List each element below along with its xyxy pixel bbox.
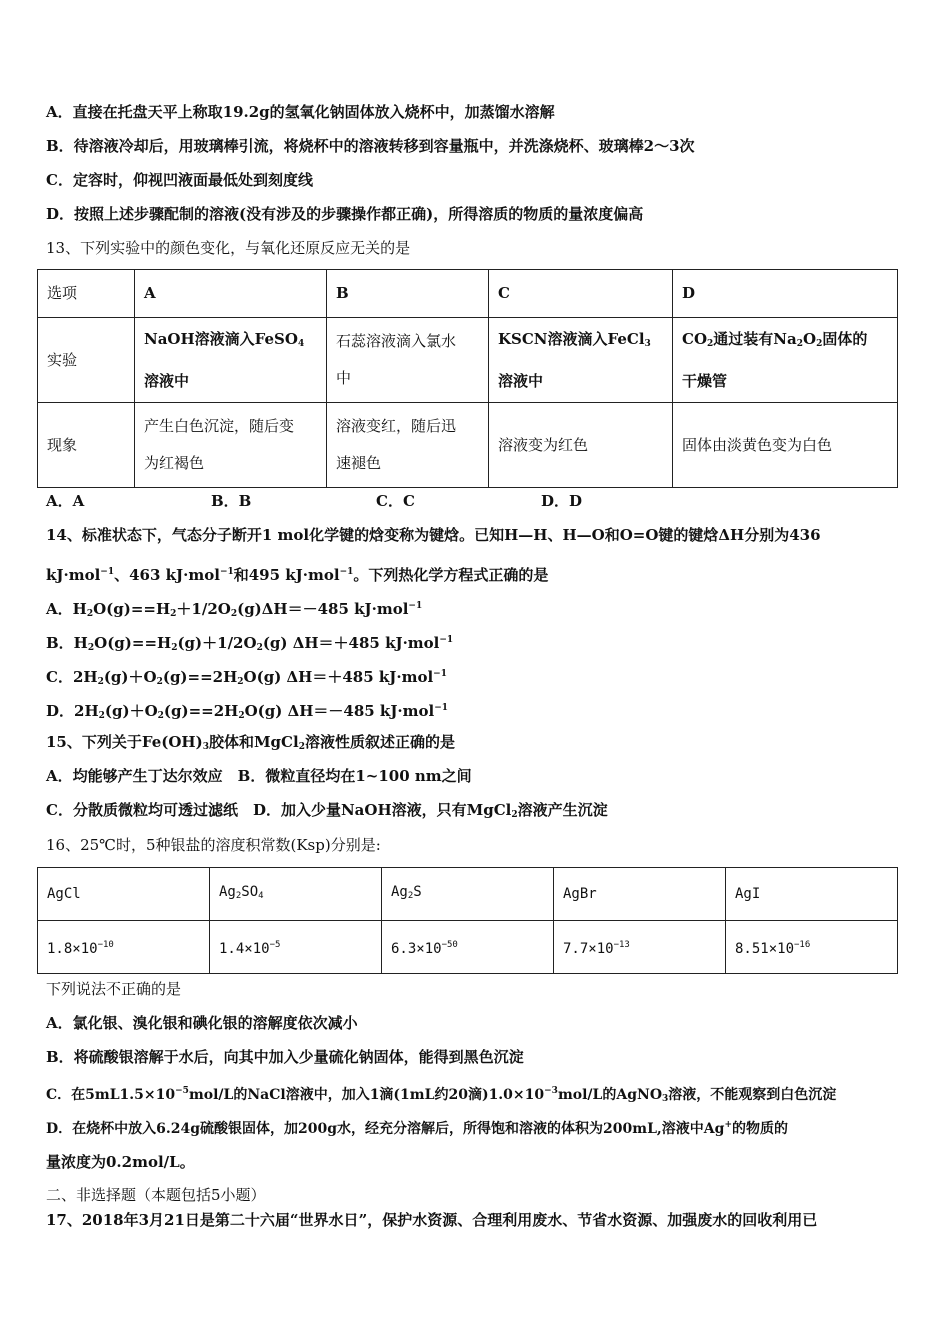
q16-salt-cell: $Ag_2SO_4$ bbox=[210, 868, 382, 921]
q13-cell: $CO_2$通过装有$Na_2O_2$固体的 干燥管 bbox=[673, 318, 898, 403]
q12-option-a: A．直接在托盘天平上称取19.2g的氢氧化钠固体放入烧杯中，加蒸馏水溶解 bbox=[46, 103, 555, 121]
q12-option-b: B．待溶液冷却后，用玻璃棒引流，将烧杯中的溶液转移到容量瓶中，并洗涤烧杯、玻璃棒2～3次 bbox=[46, 137, 695, 155]
q15-options-line2: C．分散质微粒均可透过滤纸 D．加入少量NaOH溶液，只有MgCl$_2$溶液产生沉淀 bbox=[46, 801, 608, 820]
q16-salt-cell: AgBr bbox=[554, 868, 726, 921]
q13-cell: NaOH溶液滴入FeSO$_4$ 溶液中 bbox=[135, 318, 327, 403]
q16-option-d-line1: D．在烧杯中放入6.24g硫酸银固体，加200g水，经充分溶解后，所得饱和溶液的体积为200mL,溶液中Ag+的物质的 bbox=[46, 1120, 788, 1137]
q16-ksp-cell: $7.7\times 10^{-13}$ bbox=[554, 921, 726, 974]
q16-ksp-cell: $6.3\times 10^{-50}$ bbox=[382, 921, 554, 974]
q13-cell: KSCN溶液滴入FeCl$_3$ 溶液中 bbox=[489, 318, 673, 403]
q12-option-d: D．按照上述步骤配制的溶液(没有涉及的步骤操作都正确)，所得溶质的物质的量浓度偏高 bbox=[46, 205, 644, 223]
q13-phenomenon-row bbox=[38, 403, 898, 488]
q16-option-c: C．在$5mL1.5\times 10^{-5}mol/L$的NaCl溶液中，加入1滴(1mL约20滴)$1.0\times 10^{-3}mol/L$的AgNO$_3$溶液，不能观察到白色沉淀 bbox=[46, 1086, 837, 1104]
q13-cell: 溶液变红，随后迅 速褪色 bbox=[327, 403, 489, 488]
q14-option-d: D．$2H_2(g)+O_2(g)==2H_2O(g)$ ΔH＝－485 kJ·mol$^{-1}$ bbox=[46, 702, 449, 721]
q13-cell: 溶液变为红色 bbox=[489, 403, 673, 488]
q13-table bbox=[37, 269, 898, 488]
q16-salt-cell: $Ag_2S$ bbox=[382, 868, 554, 921]
q13-cell: 产生白色沉淀，随后变 为红褐色 bbox=[135, 403, 327, 488]
q13-header-row bbox=[38, 270, 898, 318]
q16-stem: 16、25℃时，5种银盐的溶度积常数(Ksp)分别是: bbox=[46, 836, 381, 854]
q13-choice-d: D．D bbox=[541, 492, 583, 510]
q13-cell: 固体由淡黄色变为白色 bbox=[673, 403, 898, 488]
q16-salt-row bbox=[38, 868, 898, 921]
q16-ksp-table bbox=[37, 867, 898, 974]
q13-choice-a: A．A bbox=[46, 492, 85, 510]
q12-option-c: C．定容时，仰视凹液面最低处到刻度线 bbox=[46, 171, 313, 189]
q13-header-cell: B bbox=[327, 270, 489, 318]
q16-option-a: A．氯化银、溴化银和碘化银的溶解度依次减小 bbox=[46, 1014, 358, 1032]
section-heading: 二、非选择题（本题包括5小题） bbox=[46, 1186, 266, 1204]
q16-salt-cell: AgCl bbox=[38, 868, 210, 921]
q13-experiment-row bbox=[38, 318, 898, 403]
q16-ksp-cell: $1.8\times 10^{-10}$ bbox=[38, 921, 210, 974]
q15-options-line1: A．均能够产生丁达尔效应 B．微粒直径均在1~100 nm之间 bbox=[46, 767, 472, 785]
q16-option-d-line2: 量浓度为0.2mol/L。 bbox=[46, 1153, 195, 1171]
q16-ksp-cell: $8.51\times 10^{-16}$ bbox=[726, 921, 898, 974]
q13-header-cell: 选项 bbox=[38, 270, 135, 318]
q13-header-cell: C bbox=[489, 270, 673, 318]
q14-option-b: B．$H_2O(g)==H_2(g)+1/2O_2(g)$ ΔH＝＋485 kJ·mol$^{-1}$ bbox=[46, 634, 454, 653]
q13-row-label: 现象 bbox=[38, 403, 135, 488]
q16-ksp-cell: $1.4\times 10^{-5}$ bbox=[210, 921, 382, 974]
q16-option-b: B．将硫酸银溶解于水后，向其中加入少量硫化钠固体，能得到黑色沉淀 bbox=[46, 1048, 524, 1066]
q14-option-c: C．$2H_2(g)+O_2(g)==2H_2O(g)$ ΔH＝＋485 kJ·mol$^{-1}$ bbox=[46, 668, 447, 687]
q13-header-cell: A bbox=[135, 270, 327, 318]
q16-salt-cell: AgI bbox=[726, 868, 898, 921]
q14-stem-line1: 14、标准状态下，气态分子断开1 mol化学键的焓变称为键焓。已知H—H、H—O和O=O键的键焓ΔH分别为436 bbox=[46, 526, 821, 544]
q13-row-label: 实验 bbox=[38, 318, 135, 403]
q14-option-a: A．$H_2O(g)==H_2+1/2O_2(g)\Delta H=-485$ kJ·mol$^{-1}$ bbox=[46, 600, 423, 619]
q16-prompt: 下列说法不正确的是 bbox=[46, 980, 182, 998]
q16-ksp-row bbox=[38, 921, 898, 974]
q17-stem: 17、2018年3月21日是第二十六届“世界水日”，保护水资源、合理利用废水、节省水资源、加强废水的回收利用已 bbox=[46, 1211, 818, 1229]
q13-header-cell: D bbox=[673, 270, 898, 318]
q13-cell: 石蕊溶液滴入氯水 中 bbox=[327, 318, 489, 403]
q14-stem-line2: kJ·mol$^{-1}$、463 kJ·mol$^{-1}$和495 kJ·mol$^{-1}$。下列热化学方程式正确的是 bbox=[46, 566, 549, 584]
q13-stem: 13、下列实验中的颜色变化，与氧化还原反应无关的是 bbox=[46, 239, 411, 257]
q13-choice-c: C．C bbox=[376, 492, 415, 510]
q13-choice-b: B．B bbox=[211, 492, 252, 510]
q15-stem: 15、下列关于$Fe(OH)_3$胶体和MgCl$_2$溶液性质叙述正确的是 bbox=[46, 733, 455, 752]
